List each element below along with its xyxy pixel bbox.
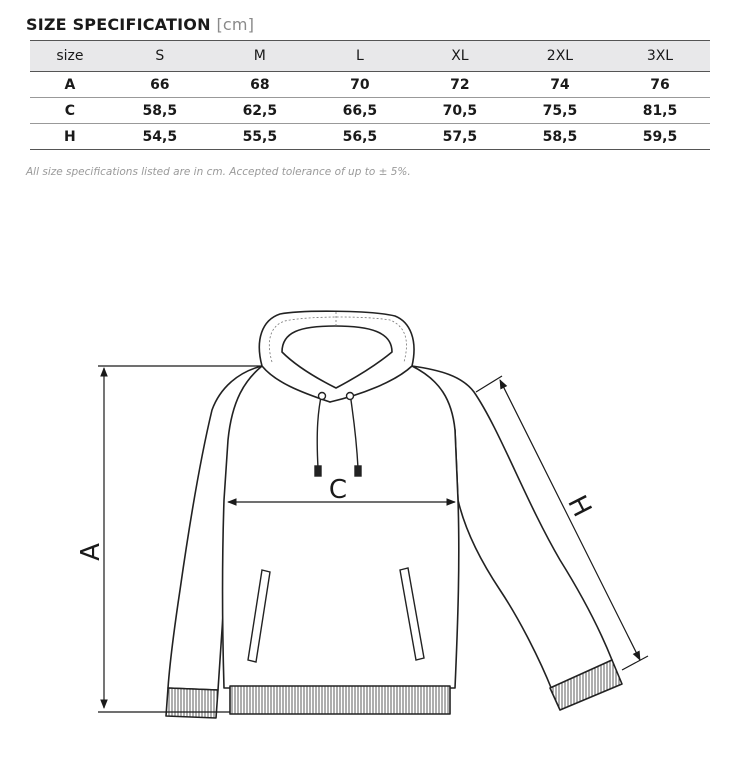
table-cell: 68 (210, 72, 310, 98)
waistband (230, 686, 450, 714)
row-label: A (30, 72, 110, 98)
col-header-2xl: 2XL (510, 41, 610, 72)
col-header-m: M (210, 41, 310, 72)
table-cell: 72 (410, 72, 510, 98)
table-cell: 58,5 (510, 124, 610, 150)
table-cell: 66,5 (310, 98, 410, 124)
left-cuff (166, 688, 218, 718)
table-cell: 66 (110, 72, 210, 98)
table-cell: 75,5 (510, 98, 610, 124)
label-h: H (561, 490, 597, 522)
table-cell: 62,5 (210, 98, 310, 124)
col-header-l: L (310, 41, 410, 72)
table-cell: 74 (510, 72, 610, 98)
col-header-s: S (110, 41, 210, 72)
table-cell: 76 (610, 72, 710, 98)
row-label: H (30, 124, 110, 150)
col-header-3xl: 3XL (610, 41, 710, 72)
table-cell: 81,5 (610, 98, 710, 124)
title-text: SIZE SPECIFICATION (26, 15, 211, 34)
table-cell: 70,5 (410, 98, 510, 124)
table-cell: 55,5 (210, 124, 310, 150)
table-cell: 59,5 (610, 124, 710, 150)
table-cell: 57,5 (410, 124, 510, 150)
col-header-size: size (30, 41, 110, 72)
title-unit: [cm] (216, 15, 255, 34)
hoodie-outline (166, 311, 622, 718)
row-label: C (30, 98, 110, 124)
table-cell: 54,5 (110, 124, 210, 150)
table-cell: 70 (310, 72, 410, 98)
label-a: A (76, 543, 106, 561)
table-cell: 58,5 (110, 98, 210, 124)
label-c: C (328, 475, 348, 505)
table-cell: 56,5 (310, 124, 410, 150)
tolerance-note: All size specifications listed are in cm. Accepted tolerance of up to ± 5%. (26, 166, 411, 178)
col-header-xl: XL (410, 41, 510, 72)
